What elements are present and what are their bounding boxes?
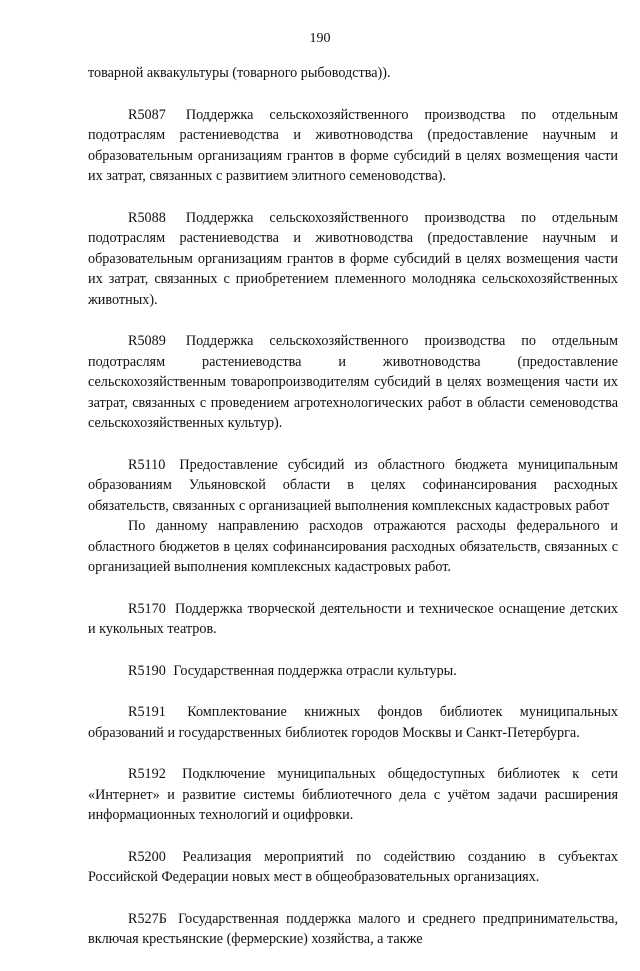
paragraph-text: Поддержка творческой деятельности и техническое оснащение детских и кукольных театров. (88, 600, 619, 637)
paragraph-r5110 (88, 455, 618, 517)
paragraph-r5190 (88, 661, 618, 682)
paragraph-text: Предоставление субсидий из областного бюджета муниципальным образованиям Ульяновской области в целях софинансирования расходных обязательств, связанных с организацией выполнения комплексных кадастровых работ (88, 456, 619, 514)
expense-code: R5192 (128, 766, 166, 782)
page-number: 190 (309, 31, 331, 46)
paragraph-text: По данному направлению расходов отражаются расходы федерального и областного бюджетов в целях софинансирования расходных обязательств, связанных с организацией выполнения комплексных кадастровых работ. (88, 518, 618, 575)
expense-code: R527Б (128, 910, 167, 927)
expense-code: R5170 (128, 600, 166, 617)
expense-code: R5089 (128, 333, 166, 349)
paragraph-r5192 (88, 764, 618, 826)
paragraph-r5110-description (88, 516, 618, 578)
paragraph-r5200 (88, 847, 618, 888)
paragraph-r5089 (88, 331, 618, 434)
paragraph-text: Комплектование книжных фондов библиотек муниципальных образований и государственных библиотек городов Москвы и Санкт-Петербурга. (88, 704, 619, 741)
paragraph-r5088 (88, 208, 618, 311)
expense-code: R5088 (128, 209, 166, 226)
expense-code: R5190 (128, 662, 166, 679)
paragraph-r527b (88, 909, 618, 950)
expense-code: R5191 (128, 704, 166, 720)
expense-code: R5110 (128, 456, 166, 473)
paragraph-text: товарной аквакультуры (товарного рыбоводства)). (88, 65, 391, 81)
paragraph-text: Подключение муниципальных общедоступных библиотек к сети «Интернет» и развитие системы библиотечного дела с учётом задачи расширения информационных технологий и оцифровки. (88, 766, 618, 823)
paragraph-text: Реализация мероприятий по содействию созданию в субъектах Российской Федерации новых мест в общеобразовательных организациях. (88, 848, 619, 885)
paragraph-continuation (88, 63, 618, 84)
paragraph-r5087 (88, 105, 618, 187)
paragraph-text: Государственная поддержка отрасли культуры. (173, 662, 457, 679)
paragraph-text: Государственная поддержка малого и среднего предпринимательства, включая крестьянские (фермерские) хозяйства, а также (88, 910, 618, 947)
paragraph-r5170 (88, 599, 618, 640)
expense-code: R5087 (128, 106, 166, 123)
paragraph-text: Поддержка сельскохозяйственного производства по отдельным подотраслям растениеводства и животноводства (предоставление научным и образовательным организациям грантов в форме субсидий в целях возмещения части их затрат, связанных с развитием элитного семеноводства). (88, 106, 618, 184)
expense-code: R5200 (128, 848, 166, 865)
paragraph-r5191 (88, 702, 618, 743)
paragraph-text: Поддержка сельскохозяйственного производства по отдельным подотраслям растениеводства и животноводства (предоставление научным и образовательным организациям грантов в форме субсидий в целях возмещения части их затрат, связанных с приобретением племенного молодняка сельскохозяйственных животных). (88, 209, 618, 308)
paragraph-text: Поддержка сельскохозяйственного производства по отдельным подотраслям растениеводства и животноводства (предоставление сельскохозяйственным товаропроизводителям субсидий в целях возмещения части их затрат, связанных с проведением агротехнологических работ в области семеноводства сельскохозяйственных культур). (88, 333, 618, 431)
document-body (88, 63, 618, 971)
